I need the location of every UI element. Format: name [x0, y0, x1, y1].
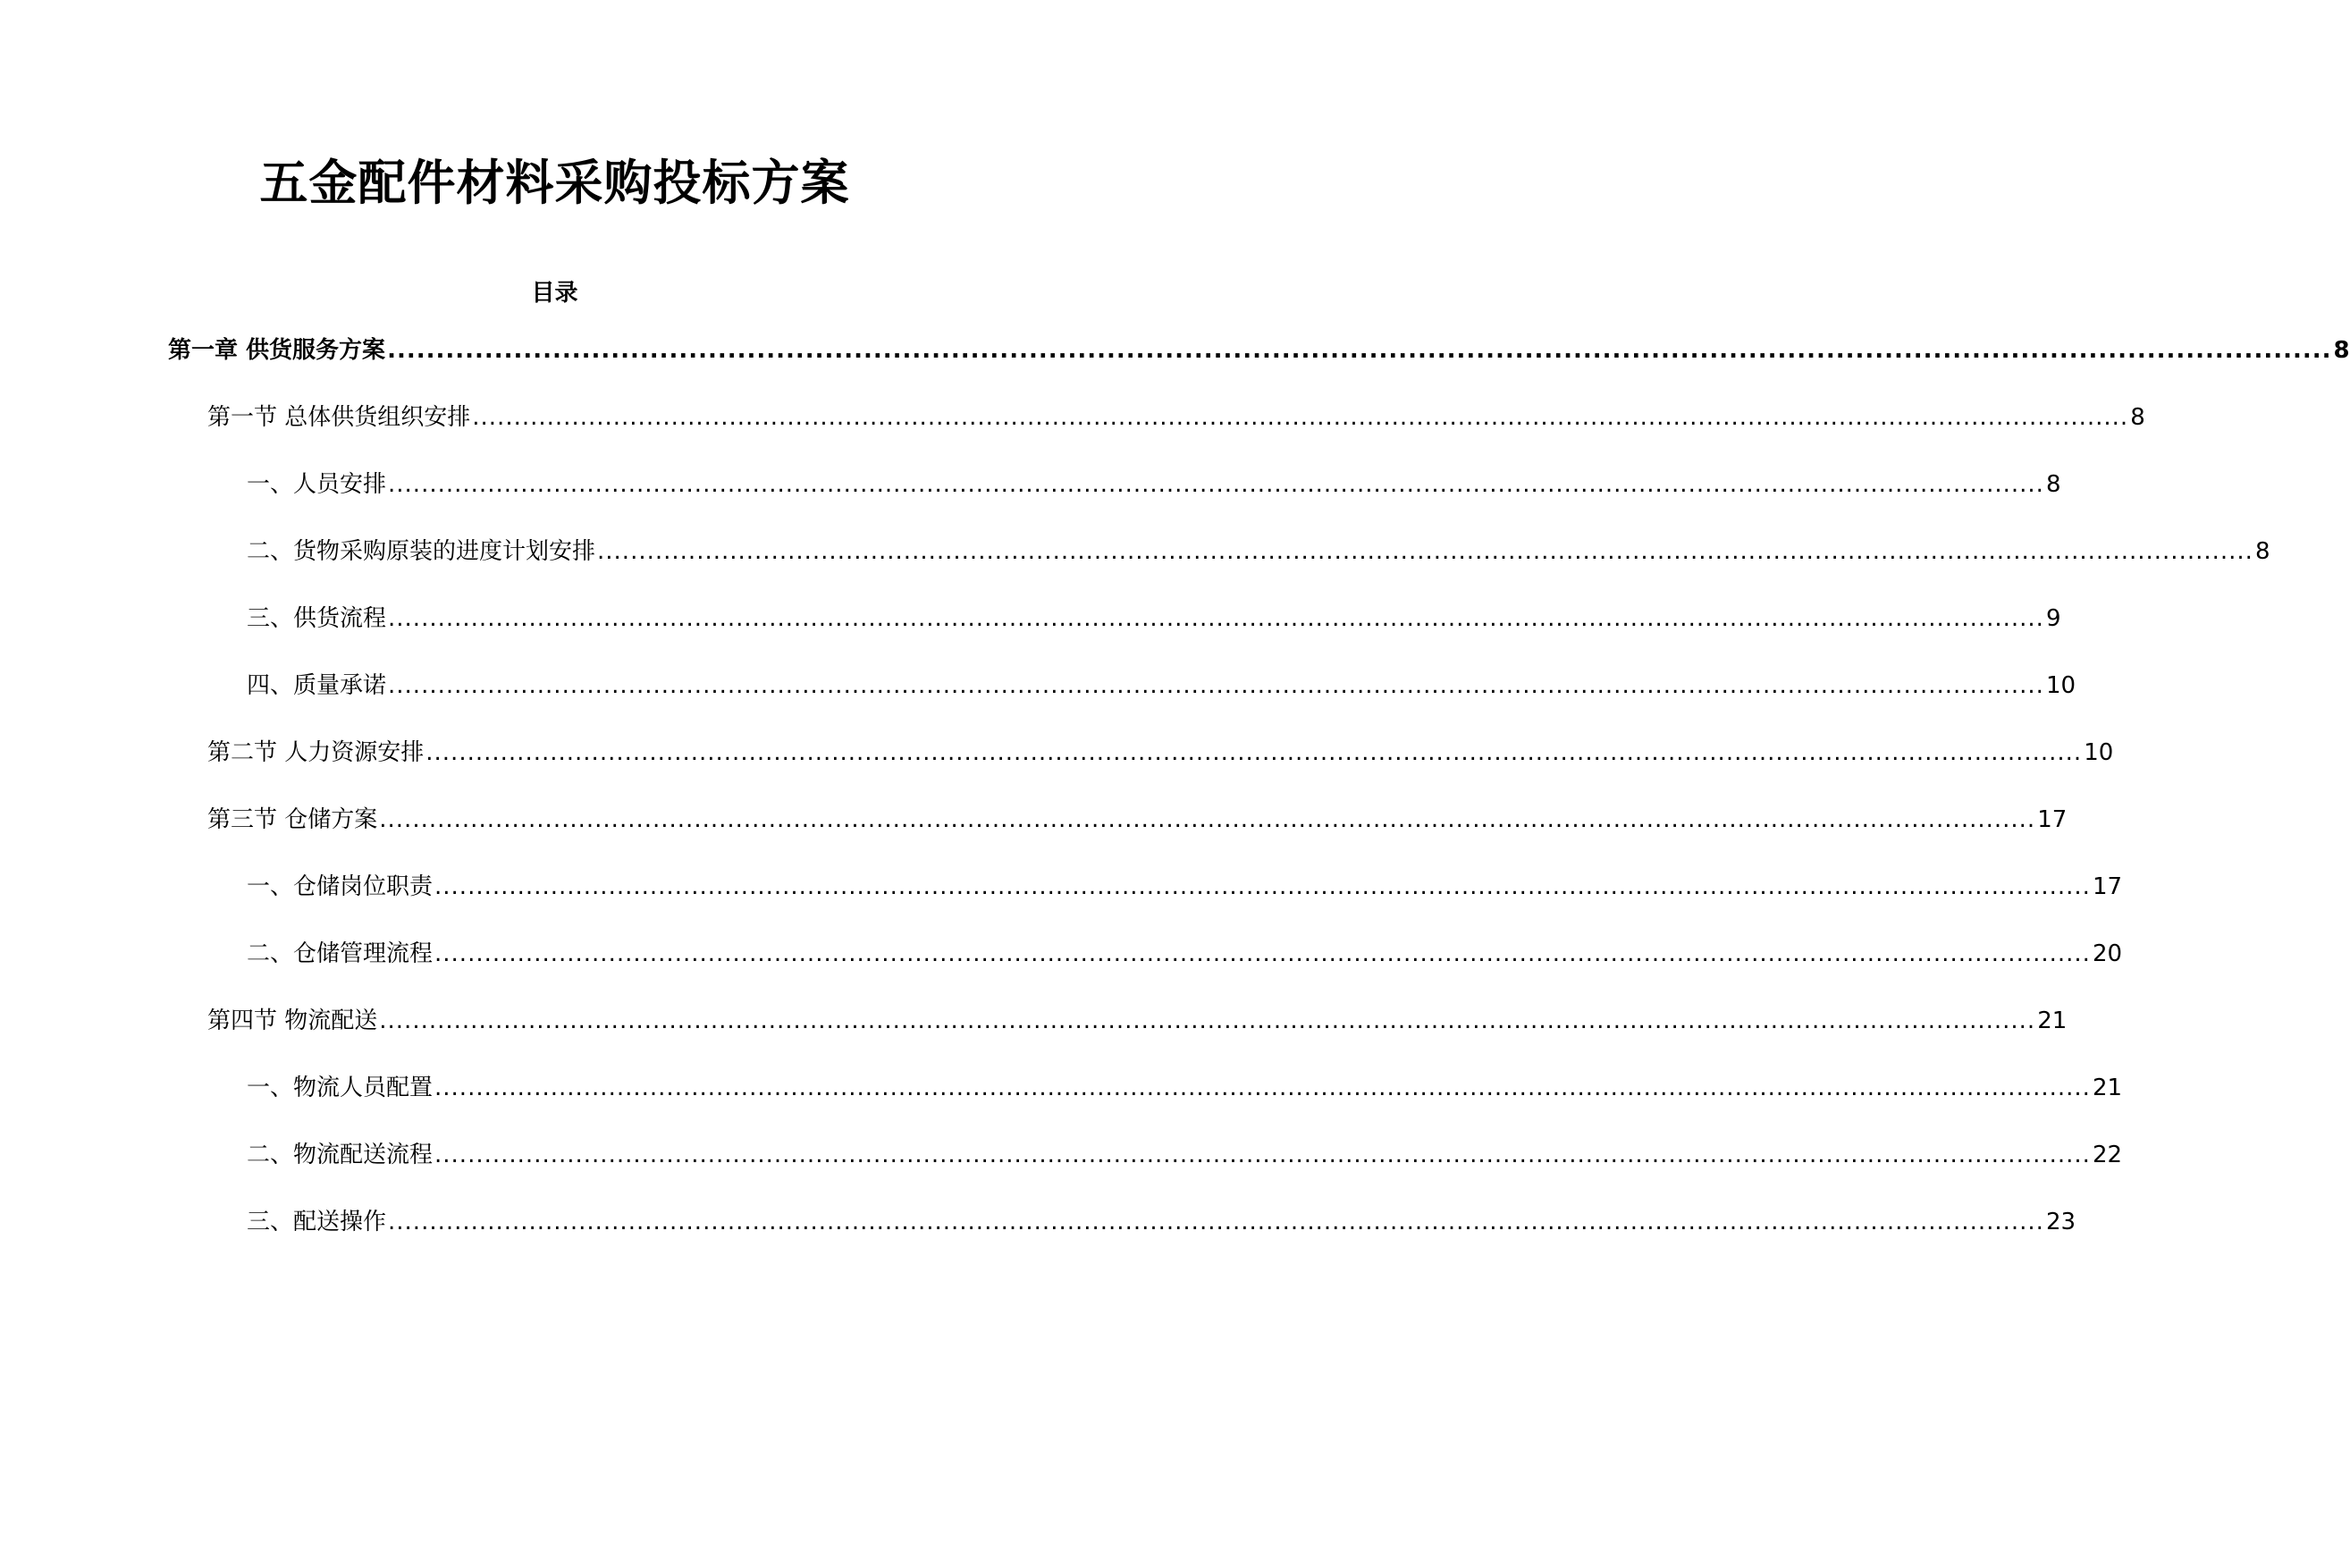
toc-entry-text: 第三节 仓储方案	[207, 806, 378, 833]
toc-entry[interactable]	[207, 1003, 2068, 1039]
toc-page-number: 8	[2045, 471, 2061, 498]
toc-entry[interactable]	[247, 869, 2123, 905]
toc-page-number: 10	[2084, 739, 2114, 766]
dot-leader: ........................................................................................................................................................................................................	[434, 1142, 2091, 1168]
toc-entry[interactable]	[247, 601, 2061, 636]
toc-entry[interactable]	[247, 936, 2123, 972]
dot-leader: ........................................................................................................................................................................................................	[388, 471, 2044, 498]
toc-entry-text: 一、仓储岗位职责	[247, 873, 434, 900]
toc-page-number: 21	[2092, 1075, 2123, 1101]
toc-entry-text: 第一节 总体供货组织安排	[207, 404, 471, 431]
toc-entry-text: 二、仓储管理流程	[247, 940, 434, 967]
toc-entry-text: 三、供货流程	[247, 605, 387, 632]
toc-entry[interactable]	[207, 400, 2145, 435]
toc-entry-text: 第二节 人力资源安排	[207, 739, 425, 766]
dot-leader: ........................................................................................................................................................................................................	[379, 1007, 2036, 1034]
dot-leader: ........................................................................................................................................................................................................	[434, 940, 2091, 967]
dot-leader: ........................................................................................................................................................................................................	[597, 538, 2253, 565]
toc-entry[interactable]	[168, 333, 2350, 368]
toc-entry[interactable]	[207, 802, 2068, 838]
toc-entry-text: 一、人员安排	[247, 471, 387, 498]
toc-page-number: 8	[2254, 538, 2270, 565]
toc-page-number: 21	[2037, 1007, 2068, 1034]
dot-leader: ........................................................................................................................................................................................................	[388, 605, 2044, 632]
toc-page-number: 23	[2045, 1209, 2076, 1235]
toc-entry[interactable]	[207, 735, 2114, 771]
toc-page-number: 10	[2045, 672, 2076, 699]
toc-entry[interactable]	[247, 1137, 2123, 1173]
dot-leader: ........................................................................................................................................................................................................	[425, 739, 2083, 766]
dot-leader: ........................................................................................................................................................................................................	[388, 1209, 2044, 1235]
toc-entry[interactable]	[247, 1070, 2123, 1106]
toc-heading: 目录	[531, 280, 578, 307]
toc-entry-text: 三、配送操作	[247, 1209, 387, 1235]
toc-entry[interactable]	[247, 467, 2061, 502]
dot-leader: ........................................................................................................................................................................................................	[472, 404, 2129, 431]
toc-entry-text: 四、质量承诺	[247, 672, 387, 699]
toc-entry-text: 一、物流人员配置	[247, 1075, 434, 1101]
dot-leader: ........................................................................................................................................................................................................	[387, 337, 2332, 364]
toc-page-number: 9	[2045, 605, 2061, 632]
toc-page-number: 8	[2333, 337, 2350, 364]
toc-page-number: 20	[2092, 940, 2123, 967]
toc-entry[interactable]	[247, 668, 2076, 704]
toc-entry-text: 二、货物采购原装的进度计划安排	[247, 538, 596, 565]
dot-leader: ........................................................................................................................................................................................................	[388, 672, 2044, 699]
toc-page-number: 8	[2130, 404, 2145, 431]
toc-entry[interactable]	[247, 1204, 2076, 1240]
toc-entry-text: 第四节 物流配送	[207, 1007, 378, 1034]
toc-entry-text: 第一章 供货服务方案	[168, 337, 386, 364]
toc-page-number: 17	[2092, 873, 2123, 900]
document-title: 五金配件材料采购投标方案	[259, 155, 850, 211]
toc-entry[interactable]	[247, 534, 2270, 569]
dot-leader: ........................................................................................................................................................................................................	[379, 806, 2036, 833]
toc-entry-text: 二、物流配送流程	[247, 1142, 434, 1168]
toc-page-number: 22	[2092, 1142, 2123, 1168]
dot-leader: ........................................................................................................................................................................................................	[434, 873, 2091, 900]
toc-page-number: 17	[2037, 806, 2068, 833]
dot-leader: ........................................................................................................................................................................................................	[434, 1075, 2091, 1101]
